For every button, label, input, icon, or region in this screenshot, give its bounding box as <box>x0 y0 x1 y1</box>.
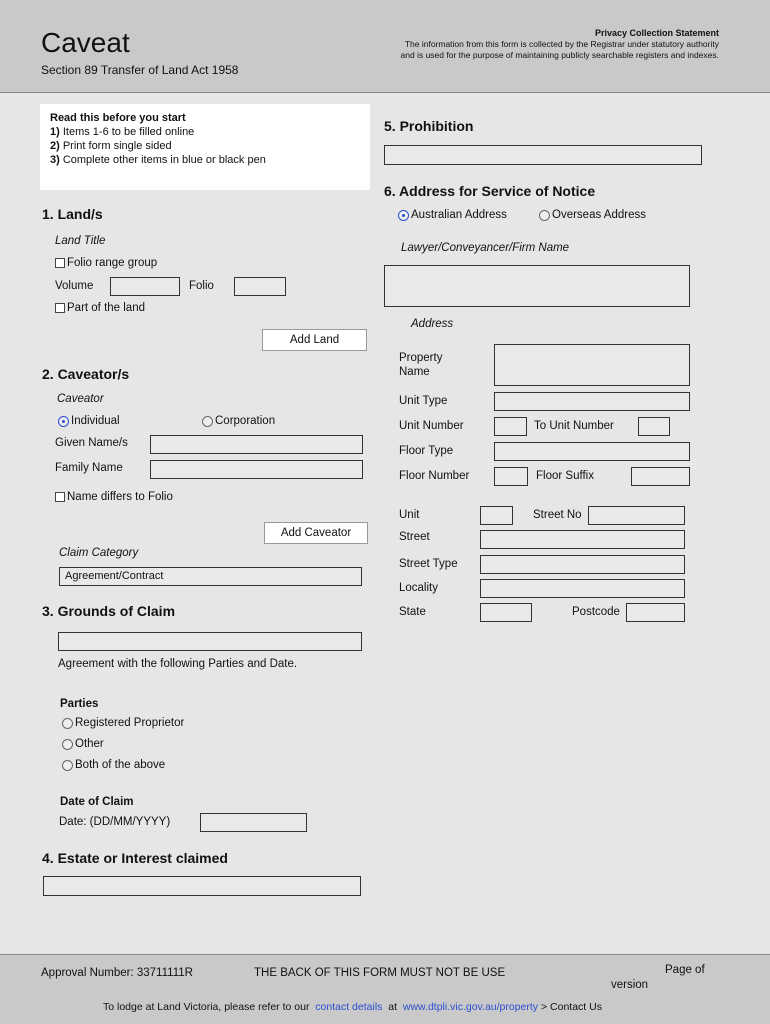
given-name-label: Given Name/s <box>55 437 128 449</box>
radio-selected-icon <box>58 416 69 427</box>
radio-icon <box>62 739 73 750</box>
website-link[interactable]: www.dtpli.vic.gov.au/property <box>402 1001 539 1013</box>
unit-label: Unit <box>399 509 420 521</box>
agreement-text: Agreement with the following Parties and Date. <box>58 658 298 670</box>
form-subtitle: Section 89 Transfer of Land Act 1958 <box>41 63 239 77</box>
estate-input[interactable] <box>43 876 361 896</box>
part-of-land-checkbox[interactable]: Part of the land <box>55 302 145 314</box>
state-label: State <box>399 606 426 618</box>
section-grounds-title: 3. Grounds of Claim <box>42 603 176 619</box>
date-label: Date: (DD/MM/YYYY) <box>59 816 171 828</box>
radio-selected-icon <box>398 210 409 221</box>
add-caveator-button[interactable]: Add Caveator <box>264 522 368 544</box>
floor-suffix-label: Floor Suffix <box>536 470 594 482</box>
party-radio-registered-proprietor[interactable]: Registered Proprietor <box>62 717 184 729</box>
party-radio-both[interactable]: Both of the above <box>62 759 165 771</box>
unit-number-label: Unit Number <box>399 420 464 432</box>
volume-label: Volume <box>55 280 94 292</box>
caveator-label: Caveator <box>57 393 104 405</box>
postcode-input[interactable] <box>626 603 685 622</box>
section-estate-title: 4. Estate or Interest claimed <box>42 850 228 866</box>
folio-label: Folio <box>189 280 214 292</box>
locality-label: Locality <box>399 582 438 594</box>
page-label: Page of <box>665 964 705 976</box>
intro-item: 1) Items 1-6 to be filled online <box>50 126 195 138</box>
intro-box <box>40 104 370 190</box>
locality-input[interactable] <box>480 579 685 598</box>
individual-radio[interactable]: Individual <box>58 415 120 427</box>
intro-item: 3) Complete other items in blue or black pen <box>50 154 266 166</box>
firm-name-label: Lawyer/Conveyancer/Firm Name <box>401 242 570 254</box>
unit-number-input[interactable] <box>494 417 527 436</box>
unit-input[interactable] <box>480 506 513 525</box>
to-unit-number-label: To Unit Number <box>534 420 614 432</box>
prohibition-input[interactable] <box>384 145 702 165</box>
land-title-label: Land Title <box>55 235 106 247</box>
name-differs-checkbox[interactable]: Name differs to Folio <box>55 491 173 503</box>
checkbox-icon <box>55 258 65 268</box>
claim-category-select[interactable]: Agreement/Contract <box>59 567 362 586</box>
party-radio-other[interactable]: Other <box>62 738 104 750</box>
date-of-claim-heading: Date of Claim <box>60 796 134 808</box>
date-input[interactable] <box>200 813 307 832</box>
family-name-label: Family Name <box>55 462 123 474</box>
address-label: Address <box>411 318 454 330</box>
form-header <box>0 0 770 93</box>
intro-heading: Read this before you start <box>50 112 186 124</box>
street-type-label: Street Type <box>399 558 458 570</box>
radio-icon <box>539 210 550 221</box>
folio-range-checkbox[interactable]: Folio range group <box>55 257 157 269</box>
radio-icon <box>62 718 73 729</box>
back-notice: THE BACK OF THIS FORM MUST NOT BE USE <box>254 967 506 979</box>
privacy-title: Privacy Collection Statement <box>594 28 719 38</box>
to-unit-number-input[interactable] <box>638 417 670 436</box>
property-name-input[interactable] <box>494 344 690 386</box>
section-prohibition-title: 5. Prohibition <box>384 118 474 134</box>
street-type-input[interactable] <box>480 555 685 574</box>
street-no-input[interactable] <box>588 506 685 525</box>
australian-address-radio[interactable]: Australian Address <box>398 209 507 221</box>
lodge-instructions: To lodge at Land Victoria, please refer to our contact details at www.dtpli.vic.gov.au/property > Contact Us <box>103 1001 602 1013</box>
street-no-label: Street No <box>533 509 582 521</box>
floor-number-input[interactable] <box>494 467 528 486</box>
section-caveator-title: 2. Caveator/s <box>42 366 130 382</box>
section-land-title: 1. Land/s <box>42 206 103 222</box>
radio-icon <box>62 760 73 771</box>
grounds-input[interactable] <box>58 632 362 651</box>
add-land-button[interactable]: Add Land <box>262 329 367 351</box>
unit-type-input[interactable] <box>494 392 690 411</box>
floor-suffix-input[interactable] <box>631 467 690 486</box>
postcode-label: Postcode <box>572 606 620 618</box>
floor-type-label: Floor Type <box>399 445 454 457</box>
form-footer <box>0 954 770 1024</box>
floor-number-label: Floor Number <box>399 470 470 482</box>
parties-label: Parties <box>60 698 99 710</box>
form-title: Caveat <box>41 27 130 58</box>
floor-type-input[interactable] <box>494 442 690 461</box>
folio-input[interactable] <box>234 277 286 296</box>
street-input[interactable] <box>480 530 685 549</box>
privacy-text: The information from this form is collected by the Registrar under statutory authority and is used for the purpose of maintaining publicly searchable registers and indexes. <box>400 39 719 60</box>
claim-category-label: Claim Category <box>59 547 139 559</box>
property-name-label: Property Name <box>399 352 443 378</box>
volume-input[interactable] <box>110 277 180 296</box>
section-address-title: 6. Address for Service of Notice <box>384 183 596 199</box>
firm-name-input[interactable] <box>384 265 690 307</box>
street-label: Street <box>399 531 430 543</box>
corporation-radio[interactable]: Corporation <box>202 415 275 427</box>
checkbox-icon <box>55 492 65 502</box>
family-name-input[interactable] <box>150 460 363 479</box>
approval-number: Approval Number: 33711111R <box>41 967 193 979</box>
unit-type-label: Unit Type <box>399 395 448 407</box>
contact-details-link[interactable]: contact details <box>315 1001 383 1013</box>
checkbox-icon <box>55 303 65 313</box>
state-input[interactable] <box>480 603 532 622</box>
intro-item: 2) Print form single sided <box>50 140 172 152</box>
overseas-address-radio[interactable]: Overseas Address <box>539 209 646 221</box>
given-name-input[interactable] <box>150 435 363 454</box>
radio-icon <box>202 416 213 427</box>
version-label: version <box>611 979 649 991</box>
